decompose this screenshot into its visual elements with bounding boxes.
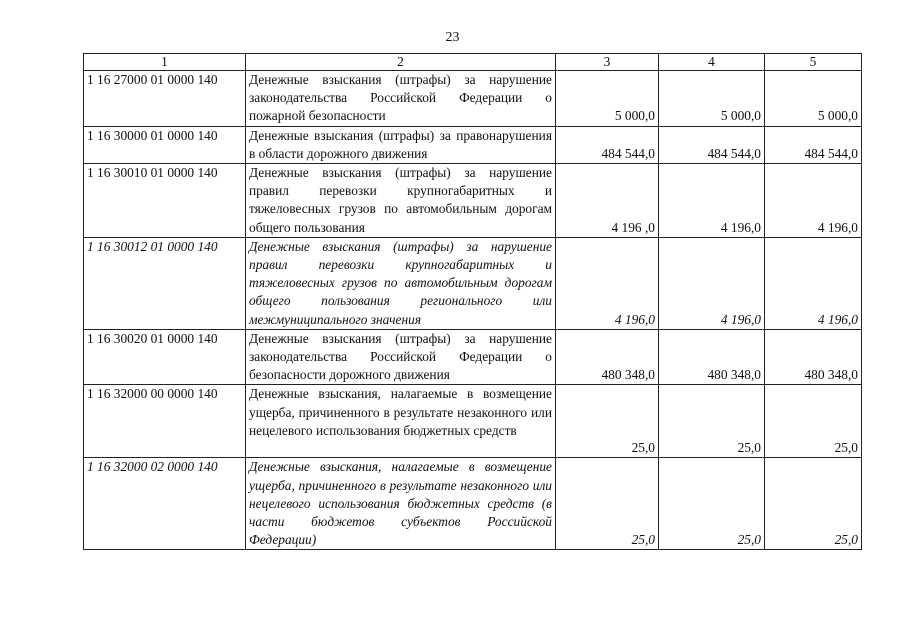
budget-code: 1 16 32000 00 0000 140 — [84, 385, 246, 458]
table-header-row — [84, 54, 862, 71]
page-number: 23 — [445, 30, 460, 45]
table-row — [84, 126, 862, 163]
row-description: Денежные взыскания, налагаемые в возмещение ущерба, причиненного в результате незаконного или нецелевого использования бюджетных средств (в части бюджетов субъектов Российской Федерации) — [246, 458, 556, 550]
table-row — [84, 329, 862, 385]
row-description: Денежные взыскания (штрафы) за нарушение законодательства Российской Федерации о пожарной безопасности — [246, 71, 556, 127]
table-row — [84, 385, 862, 458]
column-header-1: 1 — [84, 54, 246, 71]
value-col-4: 484 544,0 — [659, 126, 765, 163]
budget-code: 1 16 30020 01 0000 140 — [84, 329, 246, 385]
column-header-5: 5 — [765, 54, 862, 71]
value-col-3: 4 196 ,0 — [556, 164, 659, 238]
value-col-5: 4 196,0 — [765, 164, 862, 238]
value-col-5: 480 348,0 — [765, 329, 862, 385]
budget-code: 1 16 30000 01 0000 140 — [84, 126, 246, 163]
value-col-4: 4 196,0 — [659, 164, 765, 238]
row-description: Денежные взыскания (штрафы) за нарушение правил перевозки крупногабаритных и тяжеловесных грузов по автомобильным дорогам общего пользования — [246, 164, 556, 238]
table-row — [84, 164, 862, 238]
table-row — [84, 237, 862, 329]
value-col-4: 25,0 — [659, 385, 765, 458]
value-col-3: 480 348,0 — [556, 329, 659, 385]
budget-code: 1 16 30012 01 0000 140 — [84, 237, 246, 329]
value-col-3: 484 544,0 — [556, 126, 659, 163]
value-col-3: 25,0 — [556, 385, 659, 458]
value-col-5: 484 544,0 — [765, 126, 862, 163]
value-col-4: 480 348,0 — [659, 329, 765, 385]
budget-table — [83, 53, 862, 550]
value-col-4: 4 196,0 — [659, 237, 765, 329]
budget-code: 1 16 30010 01 0000 140 — [84, 164, 246, 238]
budget-code: 1 16 32000 02 0000 140 — [84, 458, 246, 550]
column-header-3: 3 — [556, 54, 659, 71]
value-col-4: 5 000,0 — [659, 71, 765, 127]
value-col-5: 25,0 — [765, 385, 862, 458]
row-description: Денежные взыскания (штрафы) за нарушение правил перевозки крупногабаритных и тяжеловесных грузов по автомобильным дорогам общего пользования регионального или межмуниципального значения — [246, 237, 556, 329]
table-row — [84, 458, 862, 550]
value-col-5: 5 000,0 — [765, 71, 862, 127]
value-col-3: 4 196,0 — [556, 237, 659, 329]
value-col-5: 4 196,0 — [765, 237, 862, 329]
row-description: Денежные взыскания, налагаемые в возмещение ущерба, причиненного в результате незаконного или нецелевого использования бюджетных средств — [246, 385, 556, 458]
table-row — [84, 71, 862, 127]
budget-code: 1 16 27000 01 0000 140 — [84, 71, 246, 127]
value-col-3: 25,0 — [556, 458, 659, 550]
column-header-2: 2 — [246, 54, 556, 71]
value-col-5: 25,0 — [765, 458, 862, 550]
row-description: Денежные взыскания (штрафы) за правонарушения в области дорожного движения — [246, 126, 556, 163]
value-col-3: 5 000,0 — [556, 71, 659, 127]
row-description: Денежные взыскания (штрафы) за нарушение законодательства Российской Федерации о безопасности дорожного движения — [246, 329, 556, 385]
value-col-4: 25,0 — [659, 458, 765, 550]
column-header-4: 4 — [659, 54, 765, 71]
